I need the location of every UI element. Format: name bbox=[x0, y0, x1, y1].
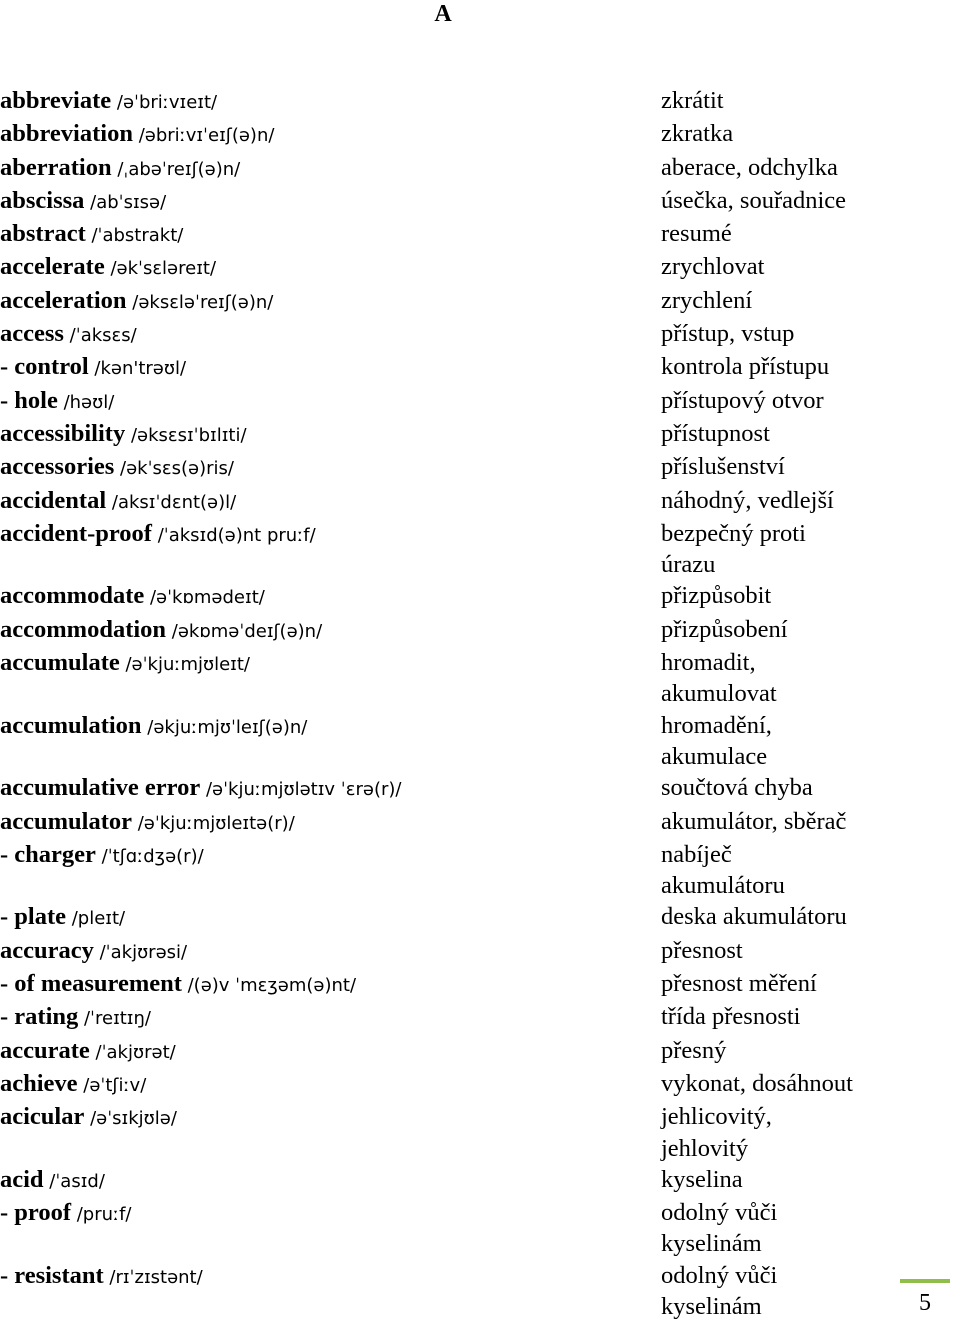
czech-translation bbox=[661, 1164, 743, 1197]
czech-translation bbox=[661, 806, 846, 839]
english-term bbox=[0, 839, 661, 902]
phonetic-transcription: /pleɪt/ bbox=[66, 908, 126, 930]
english-term bbox=[0, 1035, 661, 1068]
phonetic-transcription: /pruːf/ bbox=[71, 1204, 132, 1226]
glossary-entry bbox=[0, 251, 960, 284]
english-term bbox=[0, 1101, 661, 1164]
headword: - resistant bbox=[0, 1261, 104, 1289]
headword: acid bbox=[0, 1165, 44, 1193]
phonetic-transcription: /ˈreɪtɪŋ/ bbox=[78, 1008, 151, 1030]
english-term bbox=[0, 218, 661, 251]
headword: accommodation bbox=[0, 615, 167, 643]
translation-line: přizpůsobit bbox=[661, 582, 772, 610]
translation-line: přesný bbox=[661, 1036, 727, 1064]
czech-translation bbox=[661, 185, 846, 218]
glossary-entry bbox=[0, 580, 960, 613]
translation-line: hromadit, bbox=[661, 649, 756, 677]
czech-translation bbox=[661, 1101, 772, 1164]
english-term bbox=[0, 118, 661, 151]
headword: aberration bbox=[0, 153, 112, 181]
english-term bbox=[0, 85, 661, 118]
english-term bbox=[0, 710, 661, 773]
czech-translation bbox=[661, 614, 788, 647]
headword: abbreviation bbox=[0, 120, 133, 148]
headword: accident-proof bbox=[0, 519, 152, 547]
czech-translation bbox=[661, 285, 752, 318]
translation-line: zkratka bbox=[661, 120, 734, 148]
glossary-entry bbox=[0, 285, 960, 318]
glossary-entry bbox=[0, 968, 960, 1001]
page-number: 5 bbox=[900, 1279, 950, 1327]
phonetic-transcription: /əˈkjuːmjʊleɪtə(r)/ bbox=[132, 812, 295, 834]
translation-line: kyselinám bbox=[661, 1230, 762, 1258]
glossary-entry bbox=[0, 85, 960, 118]
phonetic-transcription: /kən'trəʊl/ bbox=[88, 358, 187, 380]
headword: accumulate bbox=[0, 649, 120, 677]
english-term bbox=[0, 968, 661, 1001]
glossary-entry bbox=[0, 451, 960, 484]
phonetic-transcription: /ˈaksɪd(ə)nt pruːf/ bbox=[151, 524, 316, 546]
translation-line: přesnost měření bbox=[661, 970, 817, 998]
phonetic-transcription: /əkɒməˈdeɪʃ(ə)n/ bbox=[166, 620, 323, 642]
headword: - control bbox=[0, 353, 89, 381]
headword: accumulator bbox=[0, 807, 132, 835]
czech-translation bbox=[661, 351, 829, 384]
glossary-list bbox=[0, 85, 960, 1322]
glossary-entry bbox=[0, 806, 960, 839]
translation-line: zkrátit bbox=[661, 87, 724, 114]
phonetic-transcription: /ˈakjʊrət/ bbox=[89, 1041, 176, 1063]
czech-translation bbox=[661, 251, 764, 284]
glossary-entry bbox=[0, 1035, 960, 1068]
phonetic-transcription: /ˈasɪd/ bbox=[43, 1170, 105, 1192]
czech-translation bbox=[661, 1068, 853, 1101]
czech-translation bbox=[661, 1197, 777, 1260]
translation-line: jehlovitý bbox=[661, 1134, 749, 1162]
czech-translation bbox=[661, 772, 813, 805]
headword: - plate bbox=[0, 903, 66, 931]
headword: accelerate bbox=[0, 253, 105, 281]
glossary-entry bbox=[0, 1001, 960, 1034]
czech-translation bbox=[661, 518, 806, 581]
phonetic-transcription: /əkˈsɛləreɪt/ bbox=[104, 258, 217, 280]
phonetic-transcription: /ˈabstrakt/ bbox=[85, 225, 184, 247]
english-term bbox=[0, 185, 661, 218]
english-term bbox=[0, 772, 661, 805]
headword: accommodate bbox=[0, 582, 145, 610]
headword: abscissa bbox=[0, 186, 85, 214]
english-term bbox=[0, 351, 661, 384]
translation-line: zrychlovat bbox=[661, 253, 765, 281]
section-letter: A bbox=[434, 1, 452, 27]
glossary-entry bbox=[0, 518, 960, 581]
translation-line: zrychlení bbox=[661, 286, 753, 314]
glossary-entry bbox=[0, 1260, 960, 1323]
translation-line: nabíječ bbox=[661, 840, 732, 868]
czech-translation bbox=[661, 580, 771, 613]
phonetic-transcription: /əˈkjuːmjʊlətɪv ˈɛrə(r)/ bbox=[200, 779, 402, 801]
czech-translation bbox=[661, 485, 834, 518]
phonetic-transcription: /ˈaksɛs/ bbox=[63, 325, 137, 347]
english-term bbox=[0, 806, 661, 839]
translation-line: bezpečný proti bbox=[661, 519, 806, 547]
czech-translation bbox=[661, 218, 732, 251]
english-term bbox=[0, 647, 661, 710]
headword: accidental bbox=[0, 486, 107, 514]
czech-translation bbox=[661, 968, 817, 1001]
glossary-entry bbox=[0, 185, 960, 218]
translation-line: přesnost bbox=[661, 936, 743, 964]
translation-line: odolný vůči bbox=[661, 1199, 778, 1227]
headword: accessibility bbox=[0, 419, 126, 447]
glossary-entry bbox=[0, 318, 960, 351]
translation-line: přizpůsobení bbox=[661, 615, 788, 643]
czech-translation bbox=[661, 710, 772, 773]
headword: acicular bbox=[0, 1103, 85, 1131]
translation-line: přístupnost bbox=[661, 419, 770, 447]
headword: achieve bbox=[0, 1069, 78, 1097]
phonetic-transcription: /abˈsɪsə/ bbox=[84, 191, 167, 213]
glossary-entry bbox=[0, 218, 960, 251]
translation-line: přístupový otvor bbox=[661, 386, 824, 414]
translation-line: akumulátoru bbox=[661, 872, 785, 900]
glossary-entry bbox=[0, 152, 960, 185]
english-term bbox=[0, 1197, 661, 1260]
czech-translation bbox=[661, 1035, 726, 1068]
phonetic-transcription: /əˈtʃiːv/ bbox=[77, 1074, 147, 1096]
translation-line: příslušenství bbox=[661, 453, 785, 481]
czech-translation bbox=[661, 1260, 777, 1323]
czech-translation bbox=[661, 385, 824, 418]
phonetic-transcription: /(ə)v ˈmɛʒəm(ə)nt/ bbox=[181, 975, 357, 997]
english-term bbox=[0, 418, 661, 451]
czech-translation bbox=[661, 118, 733, 151]
glossary-entry bbox=[0, 1101, 960, 1164]
headword: - rating bbox=[0, 1003, 79, 1031]
phonetic-transcription: /əbriːvɪˈeɪʃ(ə)n/ bbox=[132, 125, 275, 147]
english-term bbox=[0, 1068, 661, 1101]
translation-line: akumulátor, sběrač bbox=[661, 807, 847, 835]
english-term bbox=[0, 1260, 661, 1323]
headword: - charger bbox=[0, 840, 96, 868]
glossary-entry bbox=[0, 418, 960, 451]
english-term bbox=[0, 318, 661, 351]
translation-line: kyselina bbox=[661, 1165, 743, 1193]
czech-translation bbox=[661, 451, 785, 484]
phonetic-transcription: /əksɛsɪˈbɪlɪti/ bbox=[125, 424, 247, 446]
translation-line: aberace, odchylka bbox=[661, 153, 838, 181]
headword: accumulation bbox=[0, 711, 142, 739]
translation-line: třída přesnosti bbox=[661, 1003, 801, 1031]
translation-line: deska akumulátoru bbox=[661, 903, 847, 931]
phonetic-transcription: /rɪˈzɪstənt/ bbox=[103, 1266, 203, 1288]
english-term bbox=[0, 935, 661, 968]
glossary-entry bbox=[0, 772, 960, 805]
phonetic-transcription: /əˈbriːvɪeɪt/ bbox=[111, 92, 218, 113]
english-term bbox=[0, 385, 661, 418]
english-term bbox=[0, 1001, 661, 1034]
phonetic-transcription: /əˈkɒmədeɪt/ bbox=[144, 587, 265, 609]
czech-translation bbox=[661, 85, 724, 118]
english-term bbox=[0, 285, 661, 318]
translation-line: náhodný, vedlejší bbox=[661, 486, 834, 514]
translation-line: odolný vůči bbox=[661, 1261, 778, 1289]
headword: accuracy bbox=[0, 936, 94, 964]
czech-translation bbox=[661, 152, 838, 185]
english-term bbox=[0, 251, 661, 284]
english-term bbox=[0, 451, 661, 484]
translation-line: součtová chyba bbox=[661, 774, 813, 802]
glossary-entry bbox=[0, 710, 960, 773]
english-term bbox=[0, 614, 661, 647]
phonetic-transcription: /əkˈsɛs(ə)ris/ bbox=[114, 458, 234, 480]
translation-line: úrazu bbox=[661, 551, 716, 579]
phonetic-transcription: /əksɛləˈreɪʃ(ə)n/ bbox=[126, 291, 274, 313]
translation-line: resumé bbox=[661, 220, 732, 248]
glossary-entry bbox=[0, 1164, 960, 1197]
headword: - hole bbox=[0, 386, 58, 414]
phonetic-transcription: /əˈkjuːmjʊleɪt/ bbox=[119, 654, 250, 676]
phonetic-transcription: /ˈtʃɑːdʒə(r)/ bbox=[95, 845, 204, 867]
translation-line: kontrola přístupu bbox=[661, 353, 830, 381]
headword: access bbox=[0, 320, 64, 348]
glossary-entry bbox=[0, 118, 960, 151]
czech-translation bbox=[661, 901, 847, 934]
headword: accurate bbox=[0, 1036, 90, 1064]
czech-translation bbox=[661, 418, 770, 451]
glossary-entry bbox=[0, 1068, 960, 1101]
english-term bbox=[0, 518, 661, 581]
phonetic-transcription: /həʊl/ bbox=[57, 391, 115, 413]
translation-line: přístup, vstup bbox=[661, 320, 795, 348]
headword: abbreviate bbox=[0, 87, 112, 114]
czech-translation bbox=[661, 839, 785, 902]
headword: - of measurement bbox=[0, 970, 182, 998]
phonetic-transcription: /ˌabəˈreɪʃ(ə)n/ bbox=[111, 158, 241, 180]
glossary-entry bbox=[0, 485, 960, 518]
phonetic-transcription: /aksɪˈdɛnt(ə)l/ bbox=[106, 491, 237, 513]
translation-line: akumulovat bbox=[661, 680, 777, 708]
glossary-entry bbox=[0, 614, 960, 647]
headword: accessories bbox=[0, 453, 115, 481]
glossary-entry bbox=[0, 839, 960, 902]
headword: - proof bbox=[0, 1199, 71, 1227]
english-term bbox=[0, 485, 661, 518]
glossary-entry bbox=[0, 385, 960, 418]
headword: abstract bbox=[0, 220, 86, 248]
czech-translation bbox=[661, 935, 743, 968]
phonetic-transcription: /əkjuːmjʊˈleɪʃ(ə)n/ bbox=[141, 716, 308, 738]
phonetic-transcription: /əˈsɪkjʊlə/ bbox=[84, 1108, 177, 1130]
phonetic-transcription: /ˈakjʊrəsi/ bbox=[93, 941, 188, 963]
english-term bbox=[0, 152, 661, 185]
headword: acceleration bbox=[0, 286, 127, 314]
translation-line: jehlicovitý, bbox=[661, 1103, 772, 1131]
translation-line: akumulace bbox=[661, 742, 768, 770]
english-term bbox=[0, 1164, 661, 1197]
glossary-entry bbox=[0, 1197, 960, 1260]
translation-line: úsečka, souřadnice bbox=[661, 186, 847, 214]
glossary-entry bbox=[0, 901, 960, 934]
translation-line: kyselinám bbox=[661, 1292, 762, 1320]
czech-translation bbox=[661, 318, 794, 351]
headword: accumulative error bbox=[0, 774, 201, 802]
glossary-entry bbox=[0, 351, 960, 384]
czech-translation bbox=[661, 1001, 801, 1034]
english-term bbox=[0, 580, 661, 613]
glossary-entry bbox=[0, 647, 960, 710]
translation-line: vykonat, dosáhnout bbox=[661, 1069, 853, 1097]
english-term bbox=[0, 901, 661, 934]
translation-line: hromadění, bbox=[661, 711, 772, 739]
glossary-entry bbox=[0, 935, 960, 968]
czech-translation bbox=[661, 647, 777, 710]
